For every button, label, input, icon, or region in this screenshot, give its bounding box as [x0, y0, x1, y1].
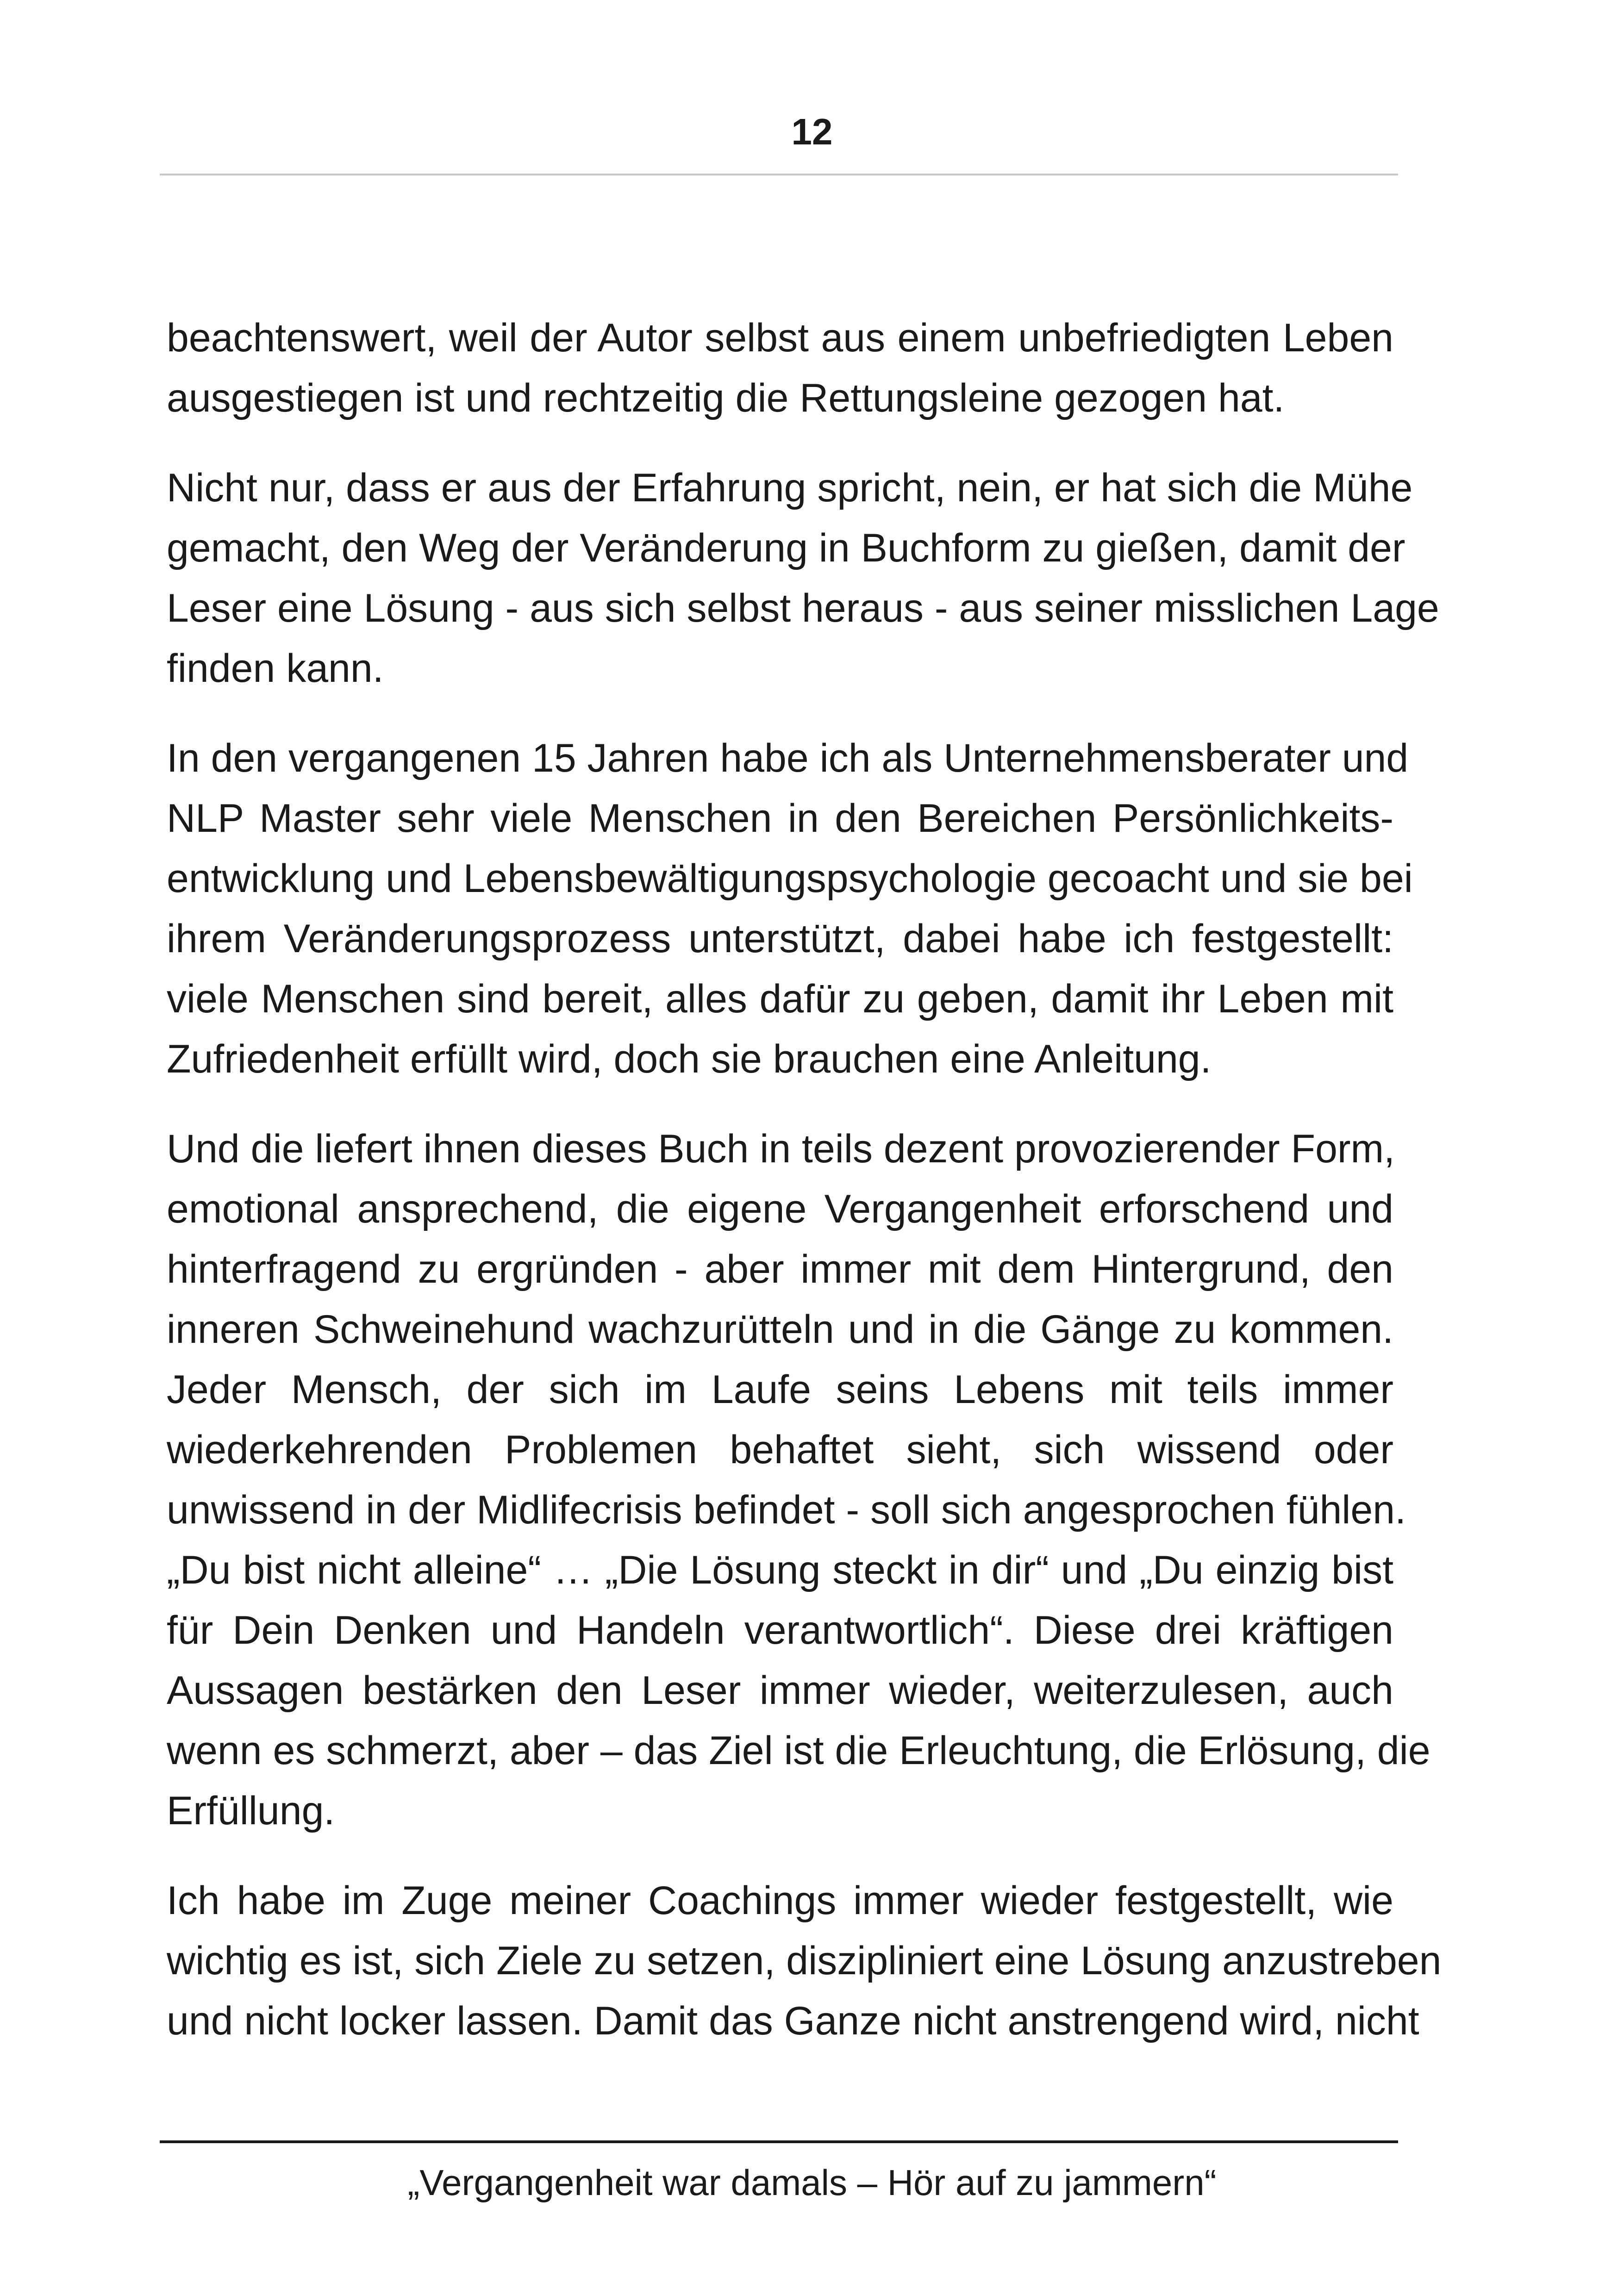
text-line: Erfüllung. [167, 1789, 335, 1833]
paragraph [167, 308, 1393, 428]
paragraph [167, 1119, 1430, 1841]
text-line: hinterfragend zu ergründen - aber immer mit dem Hintergrund, den [167, 1247, 1393, 1291]
text-line: wiederkehrenden Problemen behaftet sieht, sich wissend oder [167, 1428, 1393, 1472]
text-line: Zufriedenheit erfüllt wird, doch sie brauchen eine Anleitung. [167, 1037, 1212, 1081]
text-line: In den vergangenen 15 Jahren habe ich als Unternehmensberater und [167, 736, 1409, 780]
text-line: Leser eine Lösung - aus sich selbst heraus - aus seiner misslichen Lage [167, 586, 1439, 630]
text-line: für Dein Denken und Handeln verantwortlich“. Diese drei kräftigen [167, 1608, 1393, 1653]
header-divider [160, 174, 1398, 175]
paragraph [167, 728, 1413, 1089]
text-line: unwissend in der Midlifecrisis befindet - soll sich angesprochen fühlen. [167, 1488, 1406, 1532]
footer-book-title: „Vergangenheit war damals – Hör auf zu jammern“ [407, 2162, 1217, 2203]
text-line: Nicht nur, dass er aus der Erfahrung spricht, nein, er hat sich die Mühe [167, 466, 1413, 510]
text-line: inneren Schweinehund wachzurütteln und in die Gänge zu kommen. [167, 1307, 1393, 1352]
paragraph [167, 458, 1439, 698]
text-line: Und die liefert ihnen dieses Buch in teils dezent provozierender Form, [167, 1127, 1395, 1171]
text-line: viele Menschen sind bereit, alles dafür zu geben, damit ihr Leben mit [167, 977, 1393, 1021]
text-line: NLP Master sehr viele Menschen in den Bereichen Persönlichkeits- [167, 796, 1393, 841]
text-line: emotional ansprechend, die eigene Vergangenheit erforschend und [167, 1187, 1393, 1231]
body-text [167, 308, 1442, 2081]
text-line: Ich habe im Zuge meiner Coachings immer wieder festgestellt, wie [167, 1878, 1393, 1923]
text-line: und nicht locker lassen. Damit das Ganze nicht anstrengend wird, nicht [167, 1999, 1419, 2043]
text-line: finden kann. [167, 646, 384, 691]
text-line: beachtenswert, weil der Autor selbst aus einem unbefriedigten Leben [167, 316, 1393, 360]
page-number: 12 [791, 111, 833, 152]
text-line: Jeder Mensch, der sich im Laufe seins Lebens mit teils immer [167, 1367, 1393, 1412]
text-line: ausgestiegen ist und rechtzeitig die Rettungsleine gezogen hat. [167, 376, 1285, 420]
text-line: ihrem Veränderungsprozess unterstützt, dabei habe ich festgestellt: [167, 917, 1393, 961]
paragraph [167, 1871, 1442, 2051]
footer-divider [160, 2140, 1398, 2143]
text-line: gemacht, den Weg der Veränderung in Buchform zu gießen, damit der [167, 526, 1405, 570]
text-line: wenn es schmerzt, aber – das Ziel ist die Erleuchtung, die Erlösung, die [167, 1728, 1430, 1773]
text-line: entwicklung und Lebensbewältigungspsychologie gecoacht und sie bei [167, 856, 1413, 901]
text-line: Aussagen bestärken den Leser immer wieder, weiterzulesen, auch [167, 1668, 1393, 1713]
text-line: „Du bist nicht alleine“ … „Die Lösung steckt in dir“ und „Du einzig bist [167, 1548, 1393, 1592]
text-line: wichtig es ist, sich Ziele zu setzen, diszipliniert eine Lösung anzustreben [167, 1939, 1442, 1983]
